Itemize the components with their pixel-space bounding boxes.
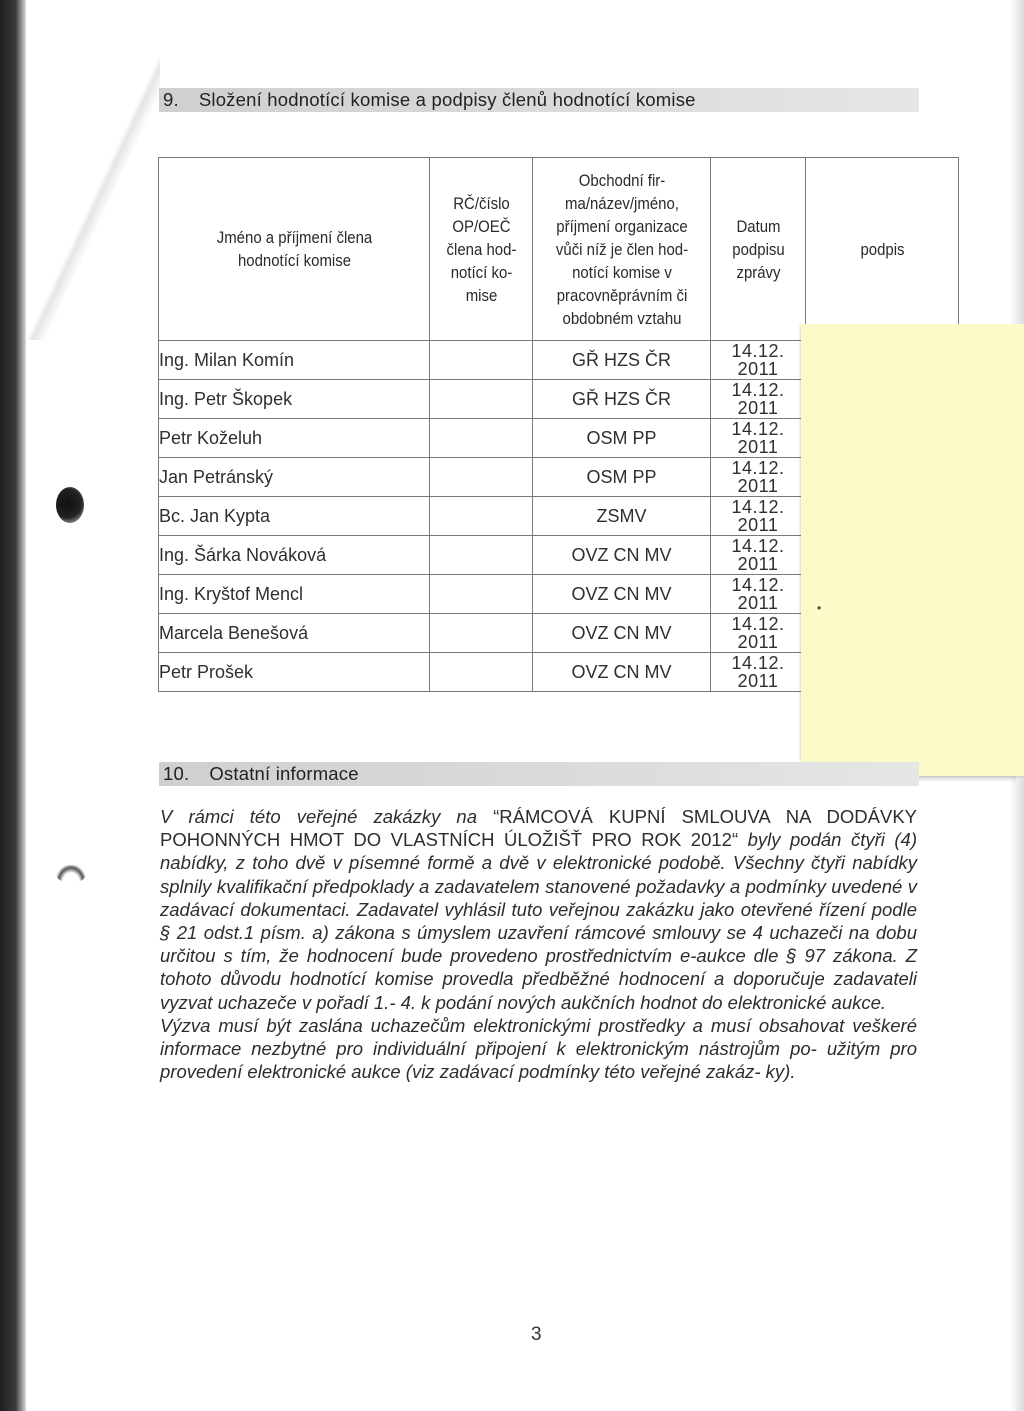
section-10-number: 10. [163, 763, 190, 784]
member-name: Ing. Kryštof Mencl [159, 575, 430, 614]
punch-hole-icon [56, 865, 86, 883]
member-id [430, 458, 533, 497]
signature-date: 14.12. 2011 [711, 653, 806, 692]
header-name: Jméno a příjmení člena hodnotící komise [175, 158, 413, 341]
member-id [430, 614, 533, 653]
contract-name: “RÁMCOVÁ KUPNÍ SMLOUVA NA DODÁVKY POHONNÝCH HMOT DO VLASTNÍCH ÚLOŽIŠŤ PRO ROK 2012“ [160, 806, 917, 851]
signature-date: 14.12. 2011 [711, 497, 806, 536]
section-9-number: 9. [163, 89, 179, 110]
member-name: Ing. Petr Škopek [159, 380, 430, 419]
body-paragraph-2: Výzva musí být zaslána uchazečům elektronickými prostředky a musí obsahovat veškeré informace nezbytné pro individuální připojení k elektronickým nástrojům po- užitým pro provedení elektronické aukce (viz zadávací podmínky této veřejné zakáz- ky). [160, 1014, 917, 1083]
signature-date: 14.12. 2011 [711, 614, 806, 653]
punch-hole-icon [56, 487, 84, 523]
header-date: Datum podpisu zprávy [716, 158, 800, 341]
section-10-heading [159, 762, 919, 786]
member-organization: OVZ CN MV [533, 614, 711, 653]
member-name: Petr Prošek [159, 653, 430, 692]
body-lead: V rámci této veřejné zakázky na [160, 806, 494, 827]
scan-shadow-fold [0, 0, 160, 340]
member-organization: OVZ CN MV [533, 575, 711, 614]
member-organization: ZSMV [533, 497, 711, 536]
body-paragraph: byly podán čtyři (4) nabídky, z toho dvě v písemné formě a dvě v elektronické podobě. Všechny čtyři nabídky splnily kvalifikační předpoklady a zadavatelem stanovené požadavky a podmínky uvedené v zadávací dokumentaci. Zadavatel vyhlásil tuto veřejnou zakázku jako otevřené řízení podle § 21 odst.1 písm. a) zákona s úmyslem uzavření rámcové smlouvy se 4 uchazeči na dobu určitou s tím, že hodnocení bude provedeno prostřednictvím e-aukce dle § 97 zákona. Z tohoto důvodu hodnotící komise provedla předběžné hodnocení a doporučuje zadavateli vyzvat uchazeče v pořadí 1.- 4. k podání nových aukčních hodnot do elektronické aukce. [160, 829, 917, 1013]
member-name: Petr Koželuh [159, 419, 430, 458]
header-id: RČ/číslo OP/OEČ člena hod- notící ko- mise [436, 158, 527, 341]
member-organization: GŘ HZS ČR [533, 380, 711, 419]
member-id [430, 497, 533, 536]
member-organization: OVZ CN MV [533, 653, 711, 692]
member-organization: OSM PP [533, 458, 711, 497]
section-9-title: Složení hodnotící komise a podpisy členů hodnotící komise [198, 89, 696, 110]
member-organization: OVZ CN MV [533, 536, 711, 575]
page-number: 3 [531, 1324, 542, 1345]
member-name: Marcela Benešová [159, 614, 430, 653]
signature-date: 14.12. 2011 [711, 419, 806, 458]
signature-date: 14.12. 2011 [711, 380, 806, 419]
signature-date: 14.12. 2011 [711, 458, 806, 497]
member-id [430, 575, 533, 614]
sticky-note [801, 324, 1024, 776]
member-id [430, 536, 533, 575]
member-organization: OSM PP [533, 419, 711, 458]
member-name: Jan Petránský [159, 458, 430, 497]
section-10-title: Ostatní informace [209, 763, 359, 784]
header-org: Obchodní fir- ma/název/jméno, příjmení organizace vůči níž je člen hod- notící komise v pracovněprávním či obdobném vztahu [543, 158, 700, 341]
signature-date: 14.12. 2011 [711, 575, 806, 614]
member-id [430, 419, 533, 458]
signature-date: 14.12. 2011 [711, 341, 806, 380]
member-id [430, 341, 533, 380]
member-id [430, 380, 533, 419]
member-organization: GŘ HZS ČR [533, 341, 711, 380]
member-name: Ing. Milan Komín [159, 341, 430, 380]
ink-mark: • [817, 601, 822, 615]
header-sign: podpis [815, 158, 950, 341]
section-9-heading [159, 88, 919, 112]
section-10-body [160, 805, 917, 1083]
member-id [430, 653, 533, 692]
table-header-row [159, 158, 959, 341]
member-name: Bc. Jan Kypta [159, 497, 430, 536]
member-name: Ing. Šárka Nováková [159, 536, 430, 575]
signature-date: 14.12. 2011 [711, 536, 806, 575]
